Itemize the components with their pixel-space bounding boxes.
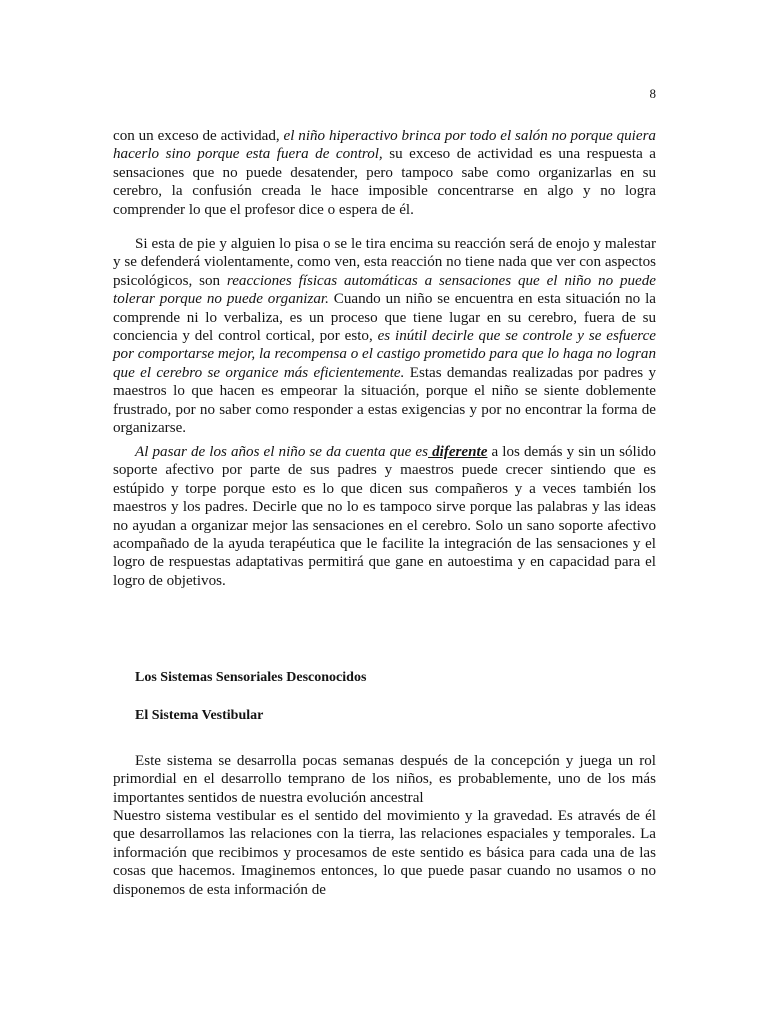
paragraph-1-text-b: su exceso de actividad es una respuesta a sensaciones que no puede desatender, pero tampoco sabe como organizarlas en su cerebro, la confusión creada le hace imposible concentrarse en algo y no logra comprender lo que el profesor dice o espera de él. [113, 146, 657, 218]
paragraph-1 [113, 127, 656, 219]
section-heading-sistema-vestibular: El Sistema Vestibular [135, 708, 264, 723]
paragraph-2 [113, 235, 656, 437]
paragraph-1-italic: el niño hiperactivo brinca por todo el salón no porque quiera hacerlo sino porque esta fuera de control, [113, 128, 656, 163]
paragraph-2-text-a: Si esta de pie y alguien lo pisa o se le tira encima su reacción será de enojo y malestar y se defenderá violentamente, como ven, esta reacción no tiene nada que ver con aspectos psicológicos, son [113, 236, 656, 289]
section-heading-sistemas-sensoriales: Los Sistemas Sensoriales Desconocidos [135, 670, 367, 685]
paragraph-3-text: a los demás y sin un sólido soporte afectivo por parte de sus padres y maestros puede crecer sintiendo que es estúpido y torpe porque esto es lo que dicen sus compañeros y a veces también los maestros y los padres. Decirle que no lo es tampoco sirve porque las palabras y las ideas no ayudan a organizar mejor las sensaciones en el cerebro. Solo un sano soporte afectivo acompañado de la ayuda terapéutica que le facilite la integración de las sensaciones y el logro de respuestas adaptativas permitirá que gane en autoestima y en capacidad para el logro de objetivos. [113, 444, 656, 589]
paragraph-3-emphasis-diferente: diferente [428, 444, 488, 460]
paragraph-2-italic-a: reacciones físicas automáticas a sensaciones que el niño no puede tolerar porque no puede organizar. [113, 272, 657, 308]
paragraph-5: Nuestro sistema vestibular es el sentido del movimiento y la gravedad. Es através de él que desarrollamos las relaciones con la tierra, las relaciones espaciales y temporales. La información que recibimos y procesamos de este sentido es básica para cada una de las cosas que hacemos. Imaginemos entonces, lo que puede pasar cuando no usamos o no disponemos de esta información de [113, 808, 656, 898]
paragraph-3-italic: Al pasar de los años el niño se da cuenta que es [135, 444, 429, 460]
page-number: 8 [649, 86, 656, 101]
paragraph-4: Este sistema se desarrolla pocas semanas después de la concepción y juega un rol primordial en el desarrollo temprano de los niños, es probablemente, uno de los más importantes sentidos de nuestra evolución ancestral [113, 753, 656, 806]
paragraph-2-text-b: Cuando un niño se encuentra en esta situación no la comprende ni lo verbaliza, es un proceso que tiene lugar en su cerebro, fuera de su conciencia y del control cortical, por esto, [113, 291, 656, 345]
paragraph-3 [113, 443, 656, 590]
paragraph-2-italic-b: es inútil decirle que se controle y se esfuerce por comportarse mejor, la recompensa o el castigo prometido para que lo haga no logran que el cerebro se organice más eficientemente. [113, 328, 656, 381]
paragraph-1-text-a: con un exceso de actividad, [113, 128, 284, 144]
paragraph-2-text-c: Estas demandas realizadas por padres y maestros lo que hacen es empeorar la situación, porque el niño se siente doblemente frustrado, por no saber como responder a estas exigencias y por no encontrar la forma de organizarse. [113, 364, 656, 437]
